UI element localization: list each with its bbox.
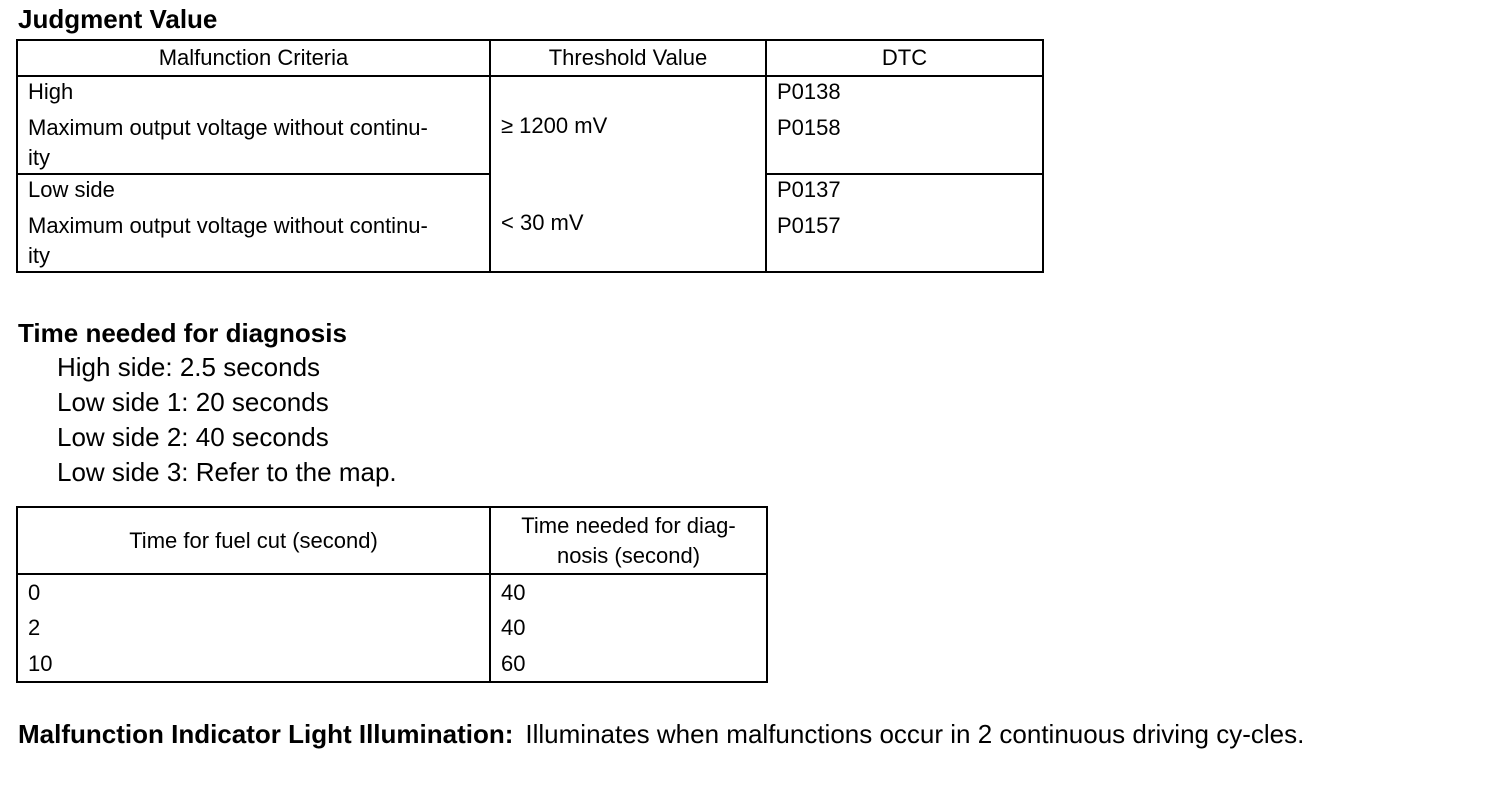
- diagnosis-line-low2: Low side 2: 40 seconds: [57, 422, 329, 452]
- criteria-cell: Low side: [17, 174, 490, 205]
- diagnosis-line-low3: Low side 3: Refer to the map.: [57, 457, 397, 487]
- header-diagnosis-time-line1: Time needed for diag-: [521, 512, 736, 538]
- header-malfunction-criteria: Malfunction Criteria: [17, 40, 490, 76]
- fuel-cut-cell: 0: [17, 574, 490, 610]
- judgment-header-row: [17, 40, 1043, 76]
- mil-illumination-paragraph: [18, 718, 1478, 751]
- diag-time-cell: 60: [490, 646, 767, 682]
- diag-time-cell: 40: [490, 574, 767, 610]
- dtc-cell: P0158: [766, 107, 1043, 174]
- table-row: [17, 174, 1043, 205]
- criteria-cell: High: [17, 76, 490, 107]
- threshold-cell: ≥ 1200 mV: [490, 76, 766, 174]
- diagnosis-time-heading: Time needed for diagnosis: [18, 318, 347, 348]
- mil-label: Malfunction Indicator Light Illumination:: [18, 719, 514, 749]
- criteria-cell: ity: [17, 241, 490, 272]
- table-row: [17, 76, 1043, 107]
- diagnosis-line-high: High side: 2.5 seconds: [57, 352, 321, 382]
- dtc-cell: P0138: [766, 76, 1043, 107]
- table-row: [17, 646, 767, 682]
- header-diagnosis-time: [490, 507, 767, 574]
- judgment-value-heading: Judgment Value: [18, 4, 218, 34]
- table-row: [17, 574, 767, 610]
- criteria-cell: ity: [17, 143, 490, 174]
- judgment-table: [16, 39, 1044, 273]
- fuel-cut-header-row: [17, 507, 767, 574]
- criteria-cell: Maximum output voltage without continu-: [17, 107, 490, 143]
- diagnosis-line-low1: Low side 1: 20 seconds: [57, 387, 329, 417]
- mil-text: Illuminates when malfunctions occur in 2 continuous driving cy-cles.: [525, 719, 1305, 749]
- header-fuel-cut-time: Time for fuel cut (second): [17, 507, 490, 574]
- diag-time-cell: 40: [490, 610, 767, 646]
- header-diagnosis-time-line2: nosis (second): [556, 542, 701, 568]
- fuel-cut-cell: 10: [17, 646, 490, 682]
- header-dtc: DTC: [766, 40, 1043, 76]
- header-threshold-value: Threshold Value: [490, 40, 766, 76]
- fuel-cut-cell: 2: [17, 610, 490, 646]
- dtc-cell: P0137: [766, 174, 1043, 205]
- fuel-cut-table: [16, 506, 768, 683]
- threshold-cell: < 30 mV: [490, 174, 766, 272]
- criteria-cell: Maximum output voltage without continu-: [17, 205, 490, 241]
- dtc-cell: P0157: [766, 205, 1043, 272]
- table-row: [17, 610, 767, 646]
